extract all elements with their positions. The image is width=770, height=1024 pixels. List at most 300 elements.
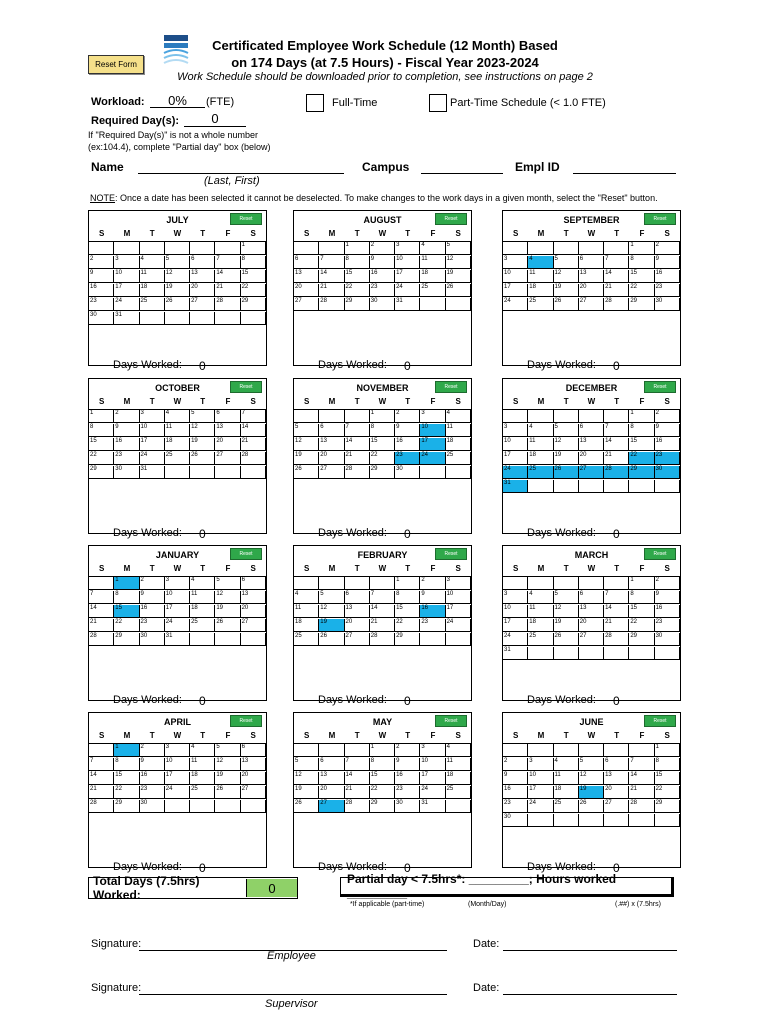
- day-cell[interactable]: 14: [345, 772, 370, 785]
- day-cell[interactable]: 11: [446, 758, 471, 771]
- empl-id-input[interactable]: [573, 158, 676, 174]
- day-cell[interactable]: 5: [165, 256, 190, 269]
- month-reset-button[interactable]: Reset: [435, 715, 467, 727]
- day-cell[interactable]: 31: [503, 647, 528, 660]
- day-cell[interactable]: 26: [319, 633, 344, 646]
- day-cell[interactable]: 3: [395, 242, 420, 255]
- day-cell[interactable]: 5: [215, 577, 240, 590]
- day-cell[interactable]: 24: [528, 800, 553, 813]
- day-cell[interactable]: 7: [215, 256, 240, 269]
- day-cell[interactable]: 16: [140, 772, 165, 785]
- day-cell[interactable]: 16: [655, 605, 680, 618]
- day-cell[interactable]: 13: [579, 270, 604, 283]
- day-cell[interactable]: 23: [114, 452, 139, 465]
- day-cell[interactable]: 10: [140, 424, 165, 437]
- day-cell[interactable]: 9: [114, 424, 139, 437]
- day-cell[interactable]: 16: [395, 438, 420, 451]
- day-cell[interactable]: 20: [604, 786, 629, 799]
- day-cell[interactable]: 17: [528, 786, 553, 799]
- day-cell[interactable]: 4: [446, 410, 471, 423]
- employee-date-field[interactable]: [503, 936, 677, 951]
- day-cell[interactable]: 7: [241, 410, 266, 423]
- day-cell[interactable]: 11: [528, 270, 553, 283]
- day-cell[interactable]: 3: [114, 256, 139, 269]
- day-cell[interactable]: 29: [114, 800, 139, 813]
- day-cell[interactable]: 23: [655, 284, 680, 297]
- day-cell[interactable]: 7: [370, 591, 395, 604]
- day-cell[interactable]: 6: [241, 744, 266, 757]
- day-cell[interactable]: 17: [114, 284, 139, 297]
- day-cell[interactable]: 26: [579, 800, 604, 813]
- day-cell[interactable]: 16: [140, 605, 165, 618]
- day-cell[interactable]: 15: [370, 772, 395, 785]
- day-cell[interactable]: 20: [215, 438, 240, 451]
- day-cell[interactable]: 19: [294, 452, 319, 465]
- day-cell[interactable]: 14: [241, 424, 266, 437]
- day-cell[interactable]: 13: [241, 758, 266, 771]
- day-cell[interactable]: 8: [114, 591, 139, 604]
- day-cell[interactable]: 24: [420, 452, 445, 465]
- day-cell[interactable]: 19: [319, 619, 344, 632]
- day-cell[interactable]: 15: [629, 270, 654, 283]
- day-cell[interactable]: 13: [241, 591, 266, 604]
- day-cell[interactable]: 20: [294, 284, 319, 297]
- day-cell[interactable]: 19: [446, 270, 471, 283]
- day-cell[interactable]: 9: [655, 256, 680, 269]
- day-cell[interactable]: 25: [165, 452, 190, 465]
- day-cell[interactable]: 11: [190, 758, 215, 771]
- day-cell[interactable]: 25: [528, 466, 553, 479]
- day-cell[interactable]: 14: [319, 270, 344, 283]
- day-cell[interactable]: 31: [114, 312, 139, 325]
- day-cell[interactable]: 6: [319, 424, 344, 437]
- day-cell[interactable]: 27: [215, 452, 240, 465]
- employee-signature-field[interactable]: [139, 936, 447, 951]
- day-cell[interactable]: 27: [190, 298, 215, 311]
- day-cell[interactable]: 23: [395, 452, 420, 465]
- day-cell[interactable]: 10: [528, 772, 553, 785]
- day-cell[interactable]: 12: [319, 605, 344, 618]
- day-cell[interactable]: 27: [579, 466, 604, 479]
- day-cell[interactable]: 14: [370, 605, 395, 618]
- day-cell[interactable]: 10: [395, 256, 420, 269]
- day-cell[interactable]: 24: [503, 298, 528, 311]
- day-cell[interactable]: 28: [241, 452, 266, 465]
- day-cell[interactable]: 30: [655, 466, 680, 479]
- day-cell[interactable]: 17: [446, 605, 471, 618]
- day-cell[interactable]: 18: [420, 270, 445, 283]
- day-cell[interactable]: 7: [629, 758, 654, 771]
- day-cell[interactable]: 21: [319, 284, 344, 297]
- day-cell[interactable]: 8: [370, 758, 395, 771]
- day-cell[interactable]: 21: [629, 786, 654, 799]
- day-cell[interactable]: 17: [503, 619, 528, 632]
- day-cell[interactable]: 16: [503, 786, 528, 799]
- day-cell[interactable]: 23: [503, 800, 528, 813]
- day-cell[interactable]: 28: [345, 800, 370, 813]
- day-cell[interactable]: 31: [140, 466, 165, 479]
- day-cell[interactable]: 18: [190, 772, 215, 785]
- day-cell[interactable]: 9: [140, 591, 165, 604]
- day-cell[interactable]: 1: [345, 242, 370, 255]
- day-cell[interactable]: 8: [395, 591, 420, 604]
- day-cell[interactable]: 19: [190, 438, 215, 451]
- day-cell[interactable]: 18: [165, 438, 190, 451]
- required-days-field[interactable]: [184, 111, 246, 127]
- day-cell[interactable]: 24: [165, 619, 190, 632]
- day-cell[interactable]: 30: [503, 814, 528, 827]
- day-cell[interactable]: 1: [655, 744, 680, 757]
- day-cell[interactable]: 12: [165, 270, 190, 283]
- day-cell[interactable]: 9: [395, 758, 420, 771]
- day-cell[interactable]: 29: [629, 633, 654, 646]
- day-cell[interactable]: 27: [319, 466, 344, 479]
- day-cell[interactable]: 27: [294, 298, 319, 311]
- day-cell[interactable]: 27: [345, 633, 370, 646]
- day-cell[interactable]: 21: [89, 786, 114, 799]
- day-cell[interactable]: 7: [604, 424, 629, 437]
- day-cell[interactable]: 12: [579, 772, 604, 785]
- day-cell[interactable]: 6: [319, 758, 344, 771]
- month-reset-button[interactable]: Reset: [435, 381, 467, 393]
- day-cell[interactable]: 1: [629, 577, 654, 590]
- fulltime-checkbox[interactable]: [306, 94, 324, 112]
- day-cell[interactable]: 15: [395, 605, 420, 618]
- day-cell[interactable]: 11: [420, 256, 445, 269]
- day-cell[interactable]: 20: [241, 772, 266, 785]
- day-cell[interactable]: 5: [294, 424, 319, 437]
- day-cell[interactable]: 4: [190, 744, 215, 757]
- day-cell[interactable]: 8: [241, 256, 266, 269]
- day-cell[interactable]: 19: [294, 786, 319, 799]
- day-cell[interactable]: 22: [114, 619, 139, 632]
- day-cell[interactable]: 22: [241, 284, 266, 297]
- day-cell[interactable]: 25: [140, 298, 165, 311]
- day-cell[interactable]: 22: [655, 786, 680, 799]
- day-cell[interactable]: 27: [604, 800, 629, 813]
- day-cell[interactable]: 3: [165, 744, 190, 757]
- day-cell[interactable]: 17: [165, 605, 190, 618]
- day-cell[interactable]: 22: [629, 619, 654, 632]
- day-cell[interactable]: 24: [420, 786, 445, 799]
- day-cell[interactable]: 3: [420, 410, 445, 423]
- day-cell[interactable]: 3: [503, 256, 528, 269]
- day-cell[interactable]: 19: [554, 452, 579, 465]
- day-cell[interactable]: 12: [554, 605, 579, 618]
- supervisor-date-field[interactable]: [503, 980, 677, 995]
- day-cell[interactable]: 6: [604, 758, 629, 771]
- day-cell[interactable]: 29: [655, 800, 680, 813]
- day-cell[interactable]: 24: [446, 619, 471, 632]
- day-cell[interactable]: 31: [503, 480, 528, 493]
- day-cell[interactable]: 5: [554, 591, 579, 604]
- day-cell[interactable]: 30: [140, 800, 165, 813]
- day-cell[interactable]: 4: [528, 256, 553, 269]
- day-cell[interactable]: 26: [554, 633, 579, 646]
- month-reset-button[interactable]: Reset: [644, 548, 676, 560]
- day-cell[interactable]: 27: [579, 298, 604, 311]
- day-cell[interactable]: 7: [319, 256, 344, 269]
- day-cell[interactable]: 6: [215, 410, 240, 423]
- day-cell[interactable]: 5: [319, 591, 344, 604]
- day-cell[interactable]: 21: [604, 619, 629, 632]
- day-cell[interactable]: 5: [294, 758, 319, 771]
- month-reset-button[interactable]: Reset: [644, 381, 676, 393]
- day-cell[interactable]: 11: [446, 424, 471, 437]
- day-cell[interactable]: 1: [114, 577, 139, 590]
- month-reset-button[interactable]: Reset: [435, 213, 467, 225]
- day-cell[interactable]: 16: [89, 284, 114, 297]
- day-cell[interactable]: 26: [554, 466, 579, 479]
- day-cell[interactable]: 12: [190, 424, 215, 437]
- day-cell[interactable]: 17: [420, 772, 445, 785]
- day-cell[interactable]: 5: [190, 410, 215, 423]
- day-cell[interactable]: 13: [604, 772, 629, 785]
- day-cell[interactable]: 23: [89, 298, 114, 311]
- day-cell[interactable]: 8: [89, 424, 114, 437]
- day-cell[interactable]: 2: [655, 577, 680, 590]
- day-cell[interactable]: 30: [114, 466, 139, 479]
- workload-field[interactable]: [150, 93, 205, 108]
- day-cell[interactable]: 3: [446, 577, 471, 590]
- day-cell[interactable]: 18: [446, 772, 471, 785]
- day-cell[interactable]: 21: [215, 284, 240, 297]
- day-cell[interactable]: 3: [140, 410, 165, 423]
- day-cell[interactable]: 31: [395, 298, 420, 311]
- day-cell[interactable]: 15: [114, 772, 139, 785]
- day-cell[interactable]: 2: [89, 256, 114, 269]
- day-cell[interactable]: 20: [345, 619, 370, 632]
- day-cell[interactable]: 8: [655, 758, 680, 771]
- day-cell[interactable]: 15: [655, 772, 680, 785]
- day-cell[interactable]: 7: [345, 424, 370, 437]
- day-cell[interactable]: 10: [114, 270, 139, 283]
- day-cell[interactable]: 9: [89, 270, 114, 283]
- campus-input[interactable]: [421, 158, 503, 174]
- day-cell[interactable]: 27: [579, 633, 604, 646]
- day-cell[interactable]: 8: [345, 256, 370, 269]
- day-cell[interactable]: 30: [655, 298, 680, 311]
- day-cell[interactable]: 9: [655, 591, 680, 604]
- day-cell[interactable]: 23: [395, 786, 420, 799]
- day-cell[interactable]: 10: [420, 758, 445, 771]
- day-cell[interactable]: 12: [294, 438, 319, 451]
- day-cell[interactable]: 23: [655, 619, 680, 632]
- day-cell[interactable]: 11: [528, 438, 553, 451]
- day-cell[interactable]: 7: [604, 256, 629, 269]
- month-reset-button[interactable]: Reset: [644, 715, 676, 727]
- day-cell[interactable]: 13: [294, 270, 319, 283]
- day-cell[interactable]: 14: [89, 605, 114, 618]
- day-cell[interactable]: 19: [579, 786, 604, 799]
- day-cell[interactable]: 6: [579, 256, 604, 269]
- day-cell[interactable]: 6: [579, 424, 604, 437]
- day-cell[interactable]: 10: [165, 758, 190, 771]
- day-cell[interactable]: 19: [554, 284, 579, 297]
- day-cell[interactable]: 2: [140, 744, 165, 757]
- day-cell[interactable]: 26: [554, 298, 579, 311]
- day-cell[interactable]: 13: [319, 438, 344, 451]
- day-cell[interactable]: 1: [241, 242, 266, 255]
- day-cell[interactable]: 12: [446, 256, 471, 269]
- day-cell[interactable]: 11: [190, 591, 215, 604]
- day-cell[interactable]: 28: [89, 800, 114, 813]
- day-cell[interactable]: 9: [370, 256, 395, 269]
- supervisor-signature-field[interactable]: [139, 980, 447, 995]
- day-cell[interactable]: 1: [370, 744, 395, 757]
- day-cell[interactable]: 12: [215, 591, 240, 604]
- day-cell[interactable]: 22: [370, 786, 395, 799]
- day-cell[interactable]: 12: [554, 270, 579, 283]
- day-cell[interactable]: 19: [165, 284, 190, 297]
- day-cell[interactable]: 8: [629, 256, 654, 269]
- day-cell[interactable]: 14: [215, 270, 240, 283]
- day-cell[interactable]: 2: [114, 410, 139, 423]
- day-cell[interactable]: 19: [215, 605, 240, 618]
- day-cell[interactable]: 26: [215, 619, 240, 632]
- day-cell[interactable]: 15: [241, 270, 266, 283]
- day-cell[interactable]: 26: [446, 284, 471, 297]
- day-cell[interactable]: 14: [604, 270, 629, 283]
- day-cell[interactable]: 26: [294, 466, 319, 479]
- day-cell[interactable]: 9: [655, 424, 680, 437]
- day-cell[interactable]: 28: [370, 633, 395, 646]
- day-cell[interactable]: 20: [319, 452, 344, 465]
- day-cell[interactable]: 8: [370, 424, 395, 437]
- day-cell[interactable]: 13: [579, 438, 604, 451]
- day-cell[interactable]: 17: [140, 438, 165, 451]
- day-cell[interactable]: 16: [655, 438, 680, 451]
- day-cell[interactable]: 8: [629, 424, 654, 437]
- name-input[interactable]: [138, 158, 344, 174]
- day-cell[interactable]: 24: [114, 298, 139, 311]
- day-cell[interactable]: 18: [140, 284, 165, 297]
- day-cell[interactable]: 29: [395, 633, 420, 646]
- day-cell[interactable]: 1: [370, 410, 395, 423]
- day-cell[interactable]: 30: [655, 633, 680, 646]
- day-cell[interactable]: 16: [420, 605, 445, 618]
- day-cell[interactable]: 12: [215, 758, 240, 771]
- day-cell[interactable]: 20: [579, 284, 604, 297]
- day-cell[interactable]: 3: [165, 577, 190, 590]
- day-cell[interactable]: 4: [554, 758, 579, 771]
- day-cell[interactable]: 5: [446, 242, 471, 255]
- reset-form-button[interactable]: Reset Form: [88, 55, 144, 74]
- day-cell[interactable]: 7: [345, 758, 370, 771]
- day-cell[interactable]: 26: [294, 800, 319, 813]
- day-cell[interactable]: 1: [89, 410, 114, 423]
- day-cell[interactable]: 25: [528, 633, 553, 646]
- day-cell[interactable]: 6: [579, 591, 604, 604]
- day-cell[interactable]: 13: [319, 772, 344, 785]
- day-cell[interactable]: 22: [345, 284, 370, 297]
- day-cell[interactable]: 2: [395, 744, 420, 757]
- day-cell[interactable]: 3: [503, 591, 528, 604]
- day-cell[interactable]: 30: [89, 312, 114, 325]
- day-cell[interactable]: 9: [395, 424, 420, 437]
- day-cell[interactable]: 18: [446, 438, 471, 451]
- day-cell[interactable]: 21: [241, 438, 266, 451]
- day-cell[interactable]: 16: [655, 270, 680, 283]
- day-cell[interactable]: 25: [420, 284, 445, 297]
- day-cell[interactable]: 21: [345, 786, 370, 799]
- day-cell[interactable]: 28: [604, 466, 629, 479]
- day-cell[interactable]: 5: [554, 424, 579, 437]
- day-cell[interactable]: 24: [140, 452, 165, 465]
- day-cell[interactable]: 26: [215, 786, 240, 799]
- day-cell[interactable]: 24: [165, 786, 190, 799]
- day-cell[interactable]: 21: [370, 619, 395, 632]
- day-cell[interactable]: 18: [528, 284, 553, 297]
- day-cell[interactable]: 17: [503, 284, 528, 297]
- day-cell[interactable]: 6: [241, 577, 266, 590]
- day-cell[interactable]: 1: [395, 577, 420, 590]
- day-cell[interactable]: 21: [604, 284, 629, 297]
- day-cell[interactable]: 22: [370, 452, 395, 465]
- day-cell[interactable]: 30: [395, 466, 420, 479]
- day-cell[interactable]: 2: [140, 577, 165, 590]
- day-cell[interactable]: 19: [215, 772, 240, 785]
- day-cell[interactable]: 12: [554, 438, 579, 451]
- day-cell[interactable]: 4: [446, 744, 471, 757]
- day-cell[interactable]: 20: [579, 452, 604, 465]
- day-cell[interactable]: 13: [190, 270, 215, 283]
- day-cell[interactable]: 21: [604, 452, 629, 465]
- day-cell[interactable]: 30: [140, 633, 165, 646]
- day-cell[interactable]: 30: [370, 298, 395, 311]
- day-cell[interactable]: 25: [528, 298, 553, 311]
- day-cell[interactable]: 9: [420, 591, 445, 604]
- day-cell[interactable]: 28: [89, 633, 114, 646]
- day-cell[interactable]: 2: [503, 758, 528, 771]
- day-cell[interactable]: 22: [395, 619, 420, 632]
- day-cell[interactable]: 4: [420, 242, 445, 255]
- day-cell[interactable]: 18: [190, 605, 215, 618]
- day-cell[interactable]: 10: [503, 270, 528, 283]
- day-cell[interactable]: 18: [528, 619, 553, 632]
- day-cell[interactable]: 3: [528, 758, 553, 771]
- day-cell[interactable]: 4: [165, 410, 190, 423]
- day-cell[interactable]: 16: [370, 270, 395, 283]
- day-cell[interactable]: 1: [629, 242, 654, 255]
- day-cell[interactable]: 10: [503, 438, 528, 451]
- day-cell[interactable]: 25: [190, 786, 215, 799]
- day-cell[interactable]: 6: [345, 591, 370, 604]
- day-cell[interactable]: 20: [190, 284, 215, 297]
- partial-day-box[interactable]: [340, 872, 674, 900]
- day-cell[interactable]: 15: [345, 270, 370, 283]
- day-cell[interactable]: 29: [345, 298, 370, 311]
- day-cell[interactable]: 11: [294, 605, 319, 618]
- day-cell[interactable]: 4: [190, 577, 215, 590]
- day-cell[interactable]: 27: [241, 619, 266, 632]
- day-cell[interactable]: 31: [165, 633, 190, 646]
- day-cell[interactable]: 4: [528, 591, 553, 604]
- day-cell[interactable]: 7: [604, 591, 629, 604]
- day-cell[interactable]: 10: [503, 605, 528, 618]
- day-cell[interactable]: 11: [554, 772, 579, 785]
- day-cell[interactable]: 14: [604, 605, 629, 618]
- day-cell[interactable]: 18: [294, 619, 319, 632]
- day-cell[interactable]: 2: [395, 410, 420, 423]
- day-cell[interactable]: 25: [190, 619, 215, 632]
- day-cell[interactable]: 29: [370, 800, 395, 813]
- day-cell[interactable]: 2: [655, 410, 680, 423]
- day-cell[interactable]: 20: [579, 619, 604, 632]
- day-cell[interactable]: 30: [395, 800, 420, 813]
- day-cell[interactable]: 23: [655, 452, 680, 465]
- day-cell[interactable]: 23: [420, 619, 445, 632]
